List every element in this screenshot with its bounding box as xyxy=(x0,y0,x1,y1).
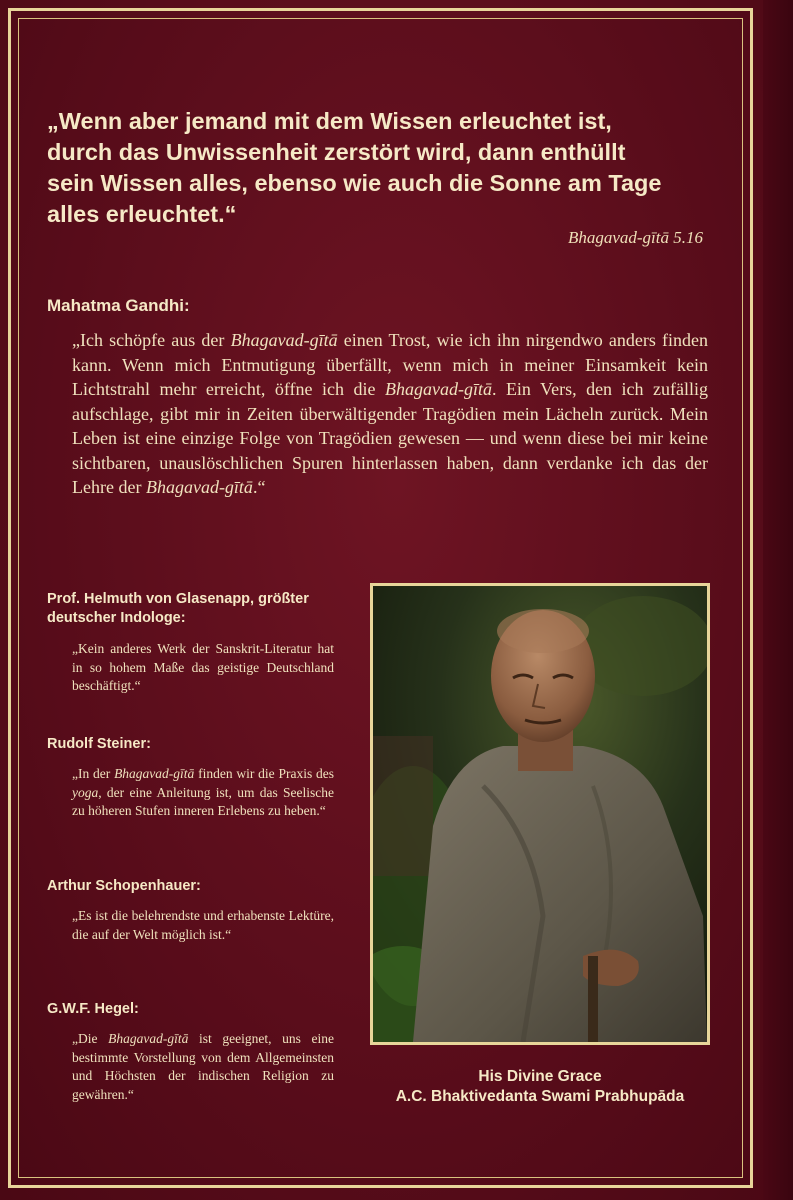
caption-line-2: A.C. Bhaktivedanta Swami Prabhupāda xyxy=(395,1088,685,1105)
gandhi-quote-part: einen Trost, wie ich ihn nirgendwo anders finden kann. Wenn mich Entmutigung überfällt, wenn mich in meiner Einsamkeit kein Lichtstrahl mehr erreicht, öffne ich die xyxy=(72,330,708,399)
steiner-quote-part: , der eine Anleitung ist, um das Seelische zu höheren Stufen inneren Erlebens zu heben.“ xyxy=(72,784,334,818)
hegel-quote-part: „Die xyxy=(72,1031,109,1046)
main-quote: „Wenn aber jemand mit dem Wissen erleuchtet ist, durch das Unwissenheit zerstört wird, dann enthüllt sein Wissen alles, ebenso wie auch die Sonne am Tage alles erleuchtet.“ xyxy=(47,108,662,227)
hegel-quote xyxy=(72,1030,334,1104)
steiner-quote-part: „In der xyxy=(72,766,115,781)
quote-source: Bhagavad-gītā 5.16 xyxy=(567,228,703,247)
gandhi-quote-title: Bhagavad-gītā xyxy=(230,330,338,350)
steiner-quote-part: finden wir die Praxis des xyxy=(194,766,334,781)
hegel-quote-title: Bhagavad-gītā xyxy=(108,1031,189,1046)
hegel-quote-part: ist geeignet, uns eine bestimmte Vorstellung von dem Allgemeinsten und Höchsten der indischen Religion zu gewähren.“ xyxy=(72,1031,334,1102)
steiner-heading: Rudolf Steiner: xyxy=(47,736,151,752)
portrait-photo xyxy=(370,583,710,1045)
gandhi-quote-part: .“ xyxy=(252,477,266,497)
schopenhauer-heading: Arthur Schopenhauer: xyxy=(47,878,201,894)
portrait-illustration xyxy=(373,586,707,1042)
steiner-quote-title: Bhagavad-gītā xyxy=(114,766,195,781)
gandhi-quote-part: . Ein Vers, den ich zufällig aufschlage, gibt mir in Zeiten überwältigender Tragödien mein Lächeln zurück. Mein Leben ist eine einzige Folge von Tragödien gewesen — und wenn diese bei mir keine sichtbaren, unauslöschlichen Spuren hinterlassen haben, dann verdanke ich das der Lehre der xyxy=(72,379,708,497)
hegel-heading: G.W.F. Hegel: xyxy=(47,1001,139,1017)
schopenhauer-quote: „Es ist die belehrendste und erhabenste Lektüre, die auf der Welt möglich ist.“ xyxy=(72,908,334,942)
glasenapp-heading: Prof. Helmuth von Glasenapp, größter deutscher Indologe: xyxy=(47,591,309,626)
gandhi-heading: Mahatma Gandhi: xyxy=(47,296,190,315)
gandhi-quote-title: Bhagavad-gītā xyxy=(384,379,492,399)
cover-edge xyxy=(763,0,793,1200)
glasenapp-quote: „Kein anderes Werk der Sanskrit-Literatur hat in so hohem Maße das geistige Deutschland beschäftigt.“ xyxy=(72,641,334,693)
steiner-quote xyxy=(72,765,334,821)
gandhi-quote xyxy=(72,328,708,500)
gandhi-quote-title: Bhagavad-gītā xyxy=(145,477,253,497)
photo-caption xyxy=(370,1067,710,1107)
caption-line-1: His Divine Grace xyxy=(478,1068,602,1085)
steiner-quote-term: yoga xyxy=(72,784,99,800)
gandhi-quote-part: „Ich schöpfe aus der xyxy=(72,330,231,350)
